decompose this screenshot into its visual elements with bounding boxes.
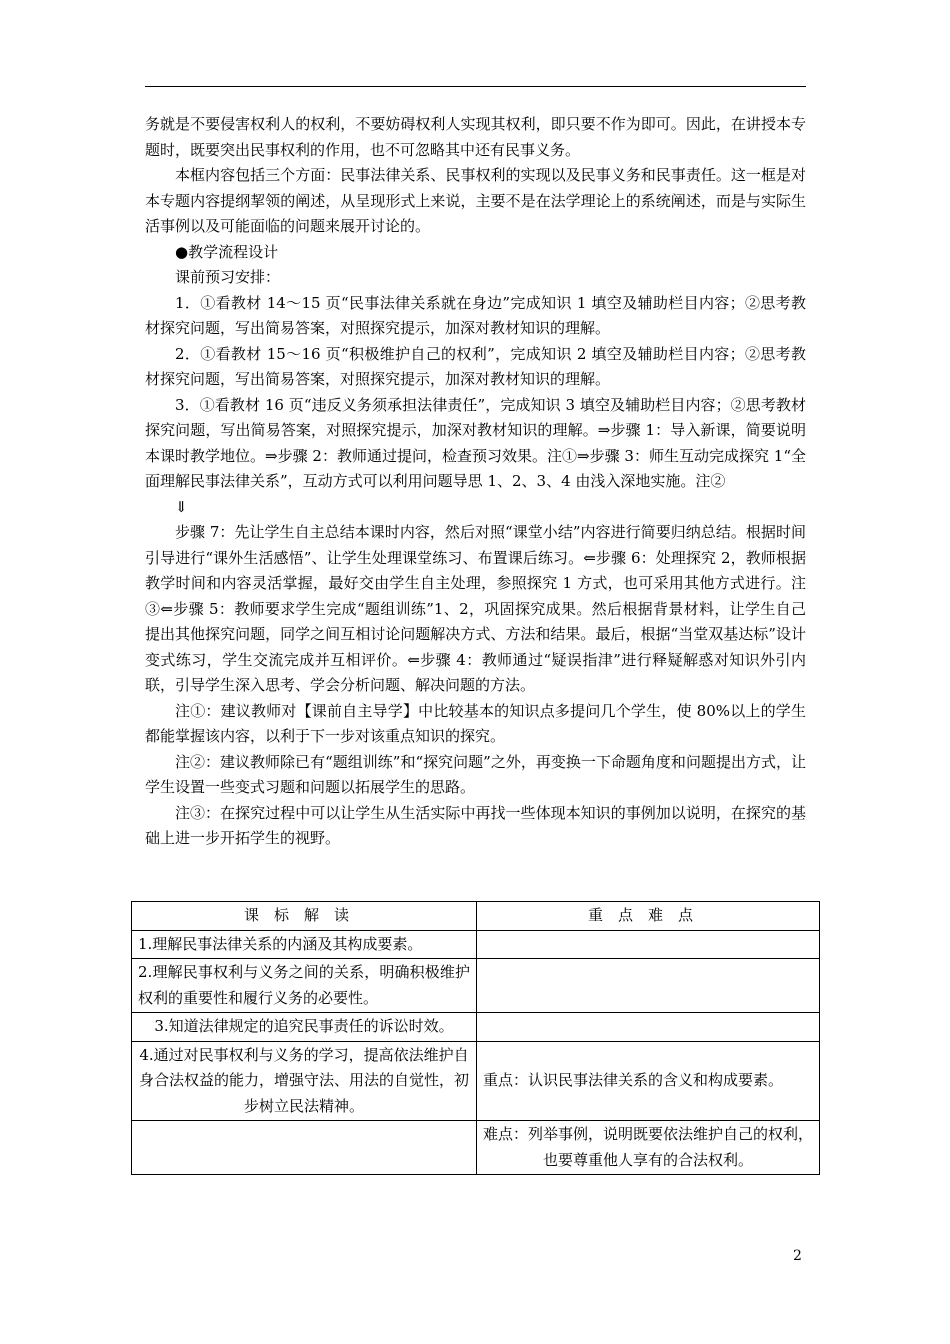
table-cell-empty <box>477 959 820 1013</box>
table-cell: 4.通过对民事权利与义务的学习，提高依法维护自身合法权益的能力，增强守法、用法的自觉性，初步树立民法精神。 <box>132 1041 477 1121</box>
paragraph: 本框内容包括三个方面：民事法律关系、民事权利的实现以及民事义务和民事责任。这一框是对本专题内容提纲挈领的阐述，从呈现形式上来说，主要不是在法学理论上的系统阐述，而是与实际生活事例以及可能面临的问题来展开讨论的。 <box>145 166 806 235</box>
document-body <box>145 112 806 852</box>
table-row <box>132 959 820 1013</box>
table-row <box>132 1041 820 1121</box>
table-row <box>132 930 820 959</box>
table-row <box>132 1013 820 1042</box>
down-arrow-icon: ⇓ <box>175 497 188 516</box>
table-header-right: 重点难点 <box>477 902 820 931</box>
page-number: 2 <box>793 1248 802 1264</box>
paragraph: 步骤 7：先让学生自主总结本课时内容，然后对照“课堂小结”内容进行简要归纳总结。根据时间引导进行“课外生活感悟”、让学生处理课堂练习、布置课后练习。⇐步骤 6：处理探究 2，教师根据教学时间和内容灵活掌握，最好交由学生自主处理，参照探究 1 方式，也可采用其他方式进行。注③⇐步骤 5：教师要求学生完成“题组训练”1、2，巩固探究成果。然后根据背景材料，让学生自己提出其他探究问题，同学之间互相讨论问题解决方式、方法和结果。最后，根据“当堂双基达标”设计变式练习，学生交流完成并互相评价。⇐步骤 4：教师通过“疑误指津”进行释疑解惑对知识外引内联，引导学生深入思考、学会分析问题、解决问题的方法。 <box>145 523 806 694</box>
table-cell: 重点：认识民事法律关系的含义和构成要素。 <box>477 1041 820 1121</box>
section-heading: ●教学流程设计 <box>175 242 279 261</box>
subheading: 课前预习安排： <box>175 268 281 286</box>
table-cell: 难点：列举事例，说明既要依法维护自己的权利，也要尊重他人享有的合法权利。 <box>477 1121 820 1175</box>
table-cell-empty <box>477 930 820 959</box>
table-header-left: 课标解读 <box>132 902 477 931</box>
table-cell: 1.理解民事法律关系的内涵及其构成要素。 <box>132 930 477 959</box>
table-cell-empty <box>477 1013 820 1042</box>
table-header-row <box>132 902 820 931</box>
table-cell: 2.理解民事权利与义务之间的关系，明确积极维护权利的重要性和履行义务的必要性。 <box>132 959 477 1013</box>
table-cell: 3.知道法律规定的追究民事责任的诉讼时效。 <box>132 1013 477 1042</box>
note-paragraph: 注①：建议教师对【课前自主导学】中比较基本的知识点多提问几个学生，使 80%以上的学生都能掌握该内容，以利于下一步对该重点知识的探究。 <box>145 701 806 745</box>
paragraph: 务就是不要侵害权利人的权利，不要妨碍权利人实现其权利，即只要不作为即可。因此，在讲授本专题时，既要突出民事权利的作用，也不可忽略其中还有民事义务。 <box>145 115 806 159</box>
paragraph: 2．①看教材 15～16 页“积极维护自己的权利”，完成知识 2 填空及辅助栏目内容；②思考教材探究问题，写出简易答案，对照探究提示，加深对教材知识的理解。 <box>145 344 806 388</box>
curriculum-table <box>131 901 820 1175</box>
note-paragraph: 注③：在探究过程中可以让学生从生活实际中再找一些体现本知识的事例加以说明，在探究的基础上进一步开拓学生的视野。 <box>145 803 806 847</box>
header-rule <box>145 86 806 87</box>
paragraph: 3．①看教材 16 页“违反义务须承担法律责任”，完成知识 3 填空及辅助栏目内容；②思考教材探究问题，写出简易答案，对照探究提示，加深对教材知识的理解。⇒步骤 1：导入新课，简要说明本课时教学地位。⇒步骤 2：教师通过提问，检查预习效果。注①⇒步骤 3：师生互动完成探究 1“全面理解民事法律关系”，互动方式可以利用问题导思 1、2、3、4 由浅入深地实施。注② <box>145 395 806 490</box>
table-cell-empty <box>132 1121 477 1175</box>
table-row <box>132 1121 820 1175</box>
paragraph: 1．①看教材 14～15 页“民事法律关系就在身边”完成知识 1 填空及辅助栏目内容；②思考教材探究问题，写出简易答案，对照探究提示，加深对教材知识的理解。 <box>145 293 806 337</box>
note-paragraph: 注②：建议教师除已有“题组训练”和“探究问题”之外，再变换一下命题角度和问题提出方式，让学生设置一些变式习题和问题以拓展学生的思路。 <box>145 752 806 796</box>
